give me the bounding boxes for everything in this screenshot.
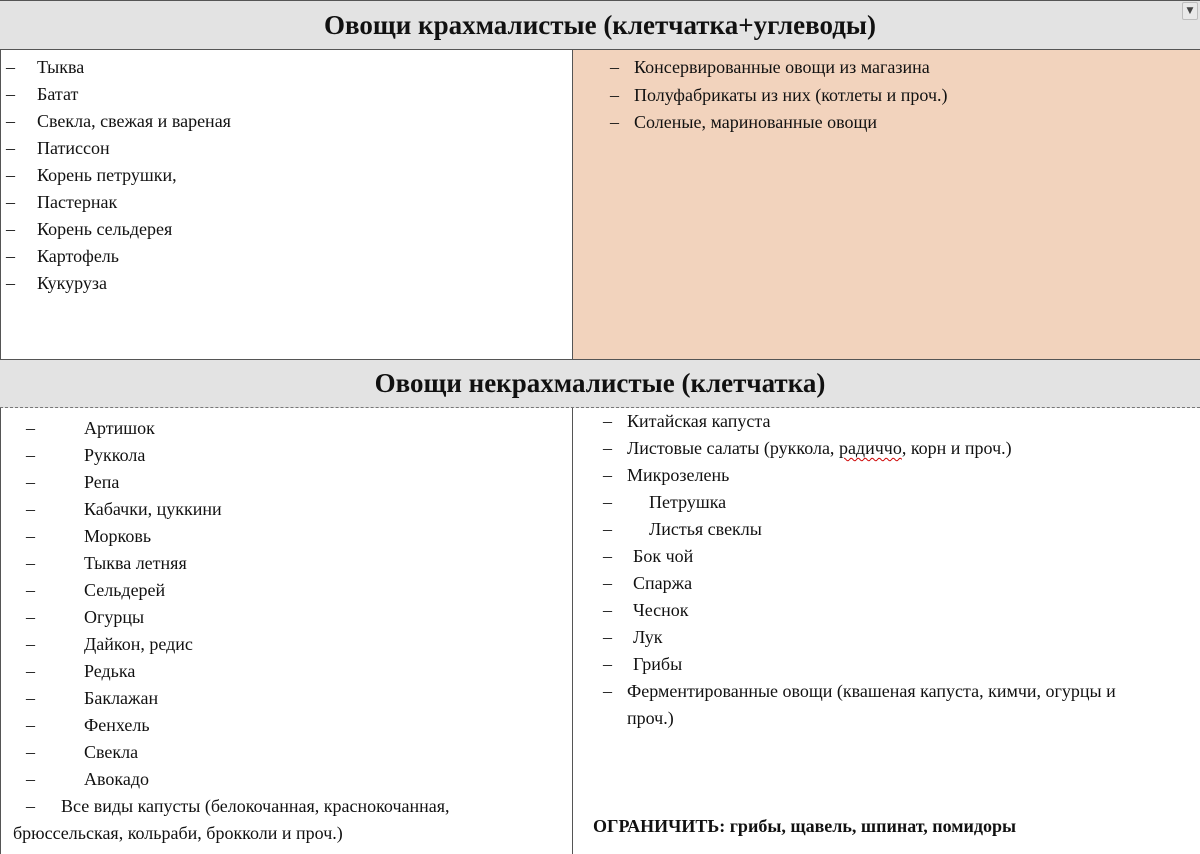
- starchy-section-title: Овощи крахмалистые (клетчатка+углеводы): [0, 0, 1200, 50]
- limit-note: ОГРАНИЧИТЬ: грибы, щавель, шпинат, помидоры: [593, 816, 1017, 836]
- nonstarchy-left-cell: – Артишок – Руккола – Репа – Кабачки, цуккини – Морковь – Тыква летняя – Сельдерей – Огурцы – Дайкон, редис – Редька – Баклажан – Фенхель – Свекла – Авокадо – Все виды капусты (белокочанная, краснокочанная, брюссельская, кольраби, брокколи и проч.): [0, 408, 573, 854]
- starchy-restricted-cell: – Консервированные овощи из магазина – Полуфабрикаты из них (котлеты и проч.) – Соленые, маринованные овощи: [573, 50, 1200, 359]
- list-item-continued: проч.): [627, 708, 674, 728]
- nonstarchy-section-title: Овощи некрахмалистые (клетчатка): [0, 359, 1200, 408]
- scroll-down-icon[interactable]: ▼: [1182, 2, 1198, 20]
- spellcheck-flagged-word: радиччо: [838, 438, 902, 458]
- list-item-cabbage-continued: брюссельская, кольраби, брокколи и проч.): [13, 823, 343, 843]
- starchy-allowed-cell: – Тыква – Батат – Свекла, свежая и вареная – Патиссон – Корень петрушки, – Пастернак – Корень сельдерея – Картофель – Кукуруза: [0, 50, 573, 359]
- nonstarchy-right-cell: – Китайская капуста – Листовые салаты (руккола, радиччо, корн и проч.) – Микрозелень – Петрушка – Листья свеклы – Бок чой – Спаржа – Чеснок – Лук – Грибы – Ферментированные овощи (квашеная капуста, кимчи, огурцы и проч.) ОГРАНИЧИТЬ: грибы, щавель, шпинат, помидоры: [573, 408, 1200, 854]
